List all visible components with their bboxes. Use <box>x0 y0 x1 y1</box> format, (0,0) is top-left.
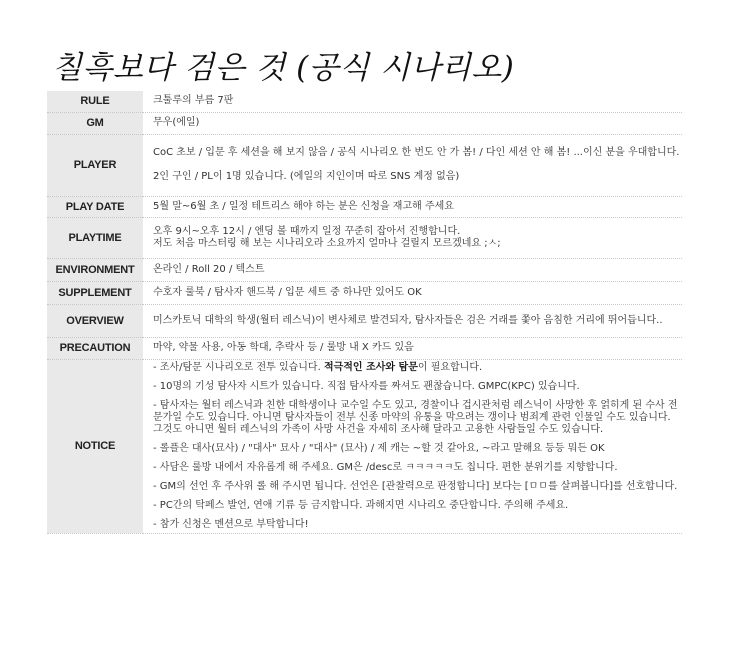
notice-item: - 롤플은 대사(묘사) / "대사" 묘사 / "대사" (묘사) / 제 캐는 ~할 것 같아요, ~라고 말해요 등등 뭐든 OK <box>153 442 605 454</box>
row-value-precaution: 마약, 약물 사용, 아동 학대, 추락사 등 / 룰방 내 X 카드 있음 <box>143 337 682 359</box>
row-value-supplement: 수호자 룰북 / 탐사자 핸드북 / 입문 세트 중 하나만 있어도 OK <box>143 281 682 304</box>
playtime-line-1: 오후 9시~오후 12시 / 엔딩 볼 때까지 일정 꾸준히 잡아서 진행합니다. <box>153 225 461 237</box>
playtime-line-2: 저도 처음 마스터링 해 보는 시나리오라 소요까지 얼마나 걸릴지 모르겠네요 ;ㅅ; <box>153 237 501 249</box>
table-row <box>47 196 682 217</box>
notice-item: - 사담은 룰방 내에서 자유롭게 해 주세요. GM은 /desc로 ㅋㅋㅋㅋㅋ도 칩니다. 편한 분위기를 지향합니다. <box>153 461 618 473</box>
row-value-environment: 온라인 / Roll 20 / 텍스트 <box>143 258 682 281</box>
table-row <box>47 337 682 359</box>
row-value-notice <box>143 359 682 533</box>
table-row <box>47 304 682 337</box>
table-row <box>47 359 682 533</box>
info-table <box>47 91 682 534</box>
row-key-rule: RULE <box>47 91 143 112</box>
row-value-overview: 미스카토닉 대학의 학생(월터 레스닉)이 변사체로 발견되자, 탐사자들은 검은 거래를 쫓아 음침한 거리에 뛰어듭니다.. <box>143 304 682 337</box>
row-key-playdate: PLAY DATE <box>47 196 143 217</box>
notice-item: - PC간의 탁페스 발언, 연애 기류 등 금지합니다. 과해지면 시나리오 중단합니다. 주의해 주세요. <box>153 499 569 511</box>
row-value-rule: 크툴루의 부름 7판 <box>143 91 682 112</box>
player-line-2: 2인 구인 / PL이 1명 있습니다. (에일의 지인이며 따로 SNS 계정 없음) <box>153 171 460 182</box>
page-title: 칠흑보다 검은 것 (공식 시나리오) <box>52 50 515 86</box>
row-key-notice: NOTICE <box>47 359 143 533</box>
table-row <box>47 281 682 304</box>
row-value-player <box>143 134 682 196</box>
row-key-playtime: PLAYTIME <box>47 217 143 258</box>
row-value-playtime <box>143 217 682 258</box>
row-value-playdate: 5월 말~6월 초 / 일정 테트리스 해야 하는 분은 신청을 재고해 주세요 <box>143 196 682 217</box>
row-key-gm: GM <box>47 112 143 134</box>
notice-item: - 참가 신청은 멘션으로 부탁합니다! <box>153 518 309 530</box>
table-row <box>47 258 682 281</box>
row-key-overview: OVERVIEW <box>47 304 143 337</box>
table-row <box>47 91 682 112</box>
table-row <box>47 217 682 258</box>
table-row <box>47 134 682 196</box>
row-value-gm: 무우(에일) <box>143 112 682 134</box>
notice-emphasis: 적극적인 조사와 탐문 <box>323 361 418 373</box>
row-key-supplement: SUPPLEMENT <box>47 281 143 304</box>
row-key-environment: ENVIRONMENT <box>47 258 143 281</box>
row-key-player: PLAYER <box>47 134 143 196</box>
player-line-1: CoC 초보 / 입문 후 세션을 해 보지 않음 / 공식 시나리오 한 번도 안 가 봄! / 다인 세션 안 해 봄! ...이신 분을 우대합니다. <box>153 147 680 158</box>
notice-item: - 조사/탐문 시나리오로 전투 있습니다. 적극적인 조사와 탐문이 필요합니다. <box>153 361 483 373</box>
table-row <box>47 112 682 134</box>
notice-item: - GM의 선언 후 주사위 롤 해 주시면 됩니다. 선언은 [관찰력으로 판정합니다] 보다는 [ㅁㅁ를 살펴봅니다]를 선호합니다. <box>153 480 678 492</box>
notice-item: - 10명의 기성 탐사자 시트가 있습니다. 직접 탐사자를 짜셔도 괜찮습니다. GMPC(KPC) 있습니다. <box>153 380 580 392</box>
notice-item: - 탐사자는 월터 레스닉과 친한 대학생이나 교수일 수도 있고, 경찰이나 겁시관처럼 레스닉이 사망한 후 얽히게 된 수사 전문가일 수도 있습니다. 아니면 탐사자들이 전부 신종 마약의 유통을 막으려는 갱이나 범죄계 관련 인물일 수도 있습니다. 그것도 아니면 월터 레스닉의 가족이 사망 사건을 자세히 조사해 달라고 고용한 사람들일 수도 있습니다. <box>153 399 678 435</box>
row-key-precaution: PRECAUTION <box>47 337 143 359</box>
